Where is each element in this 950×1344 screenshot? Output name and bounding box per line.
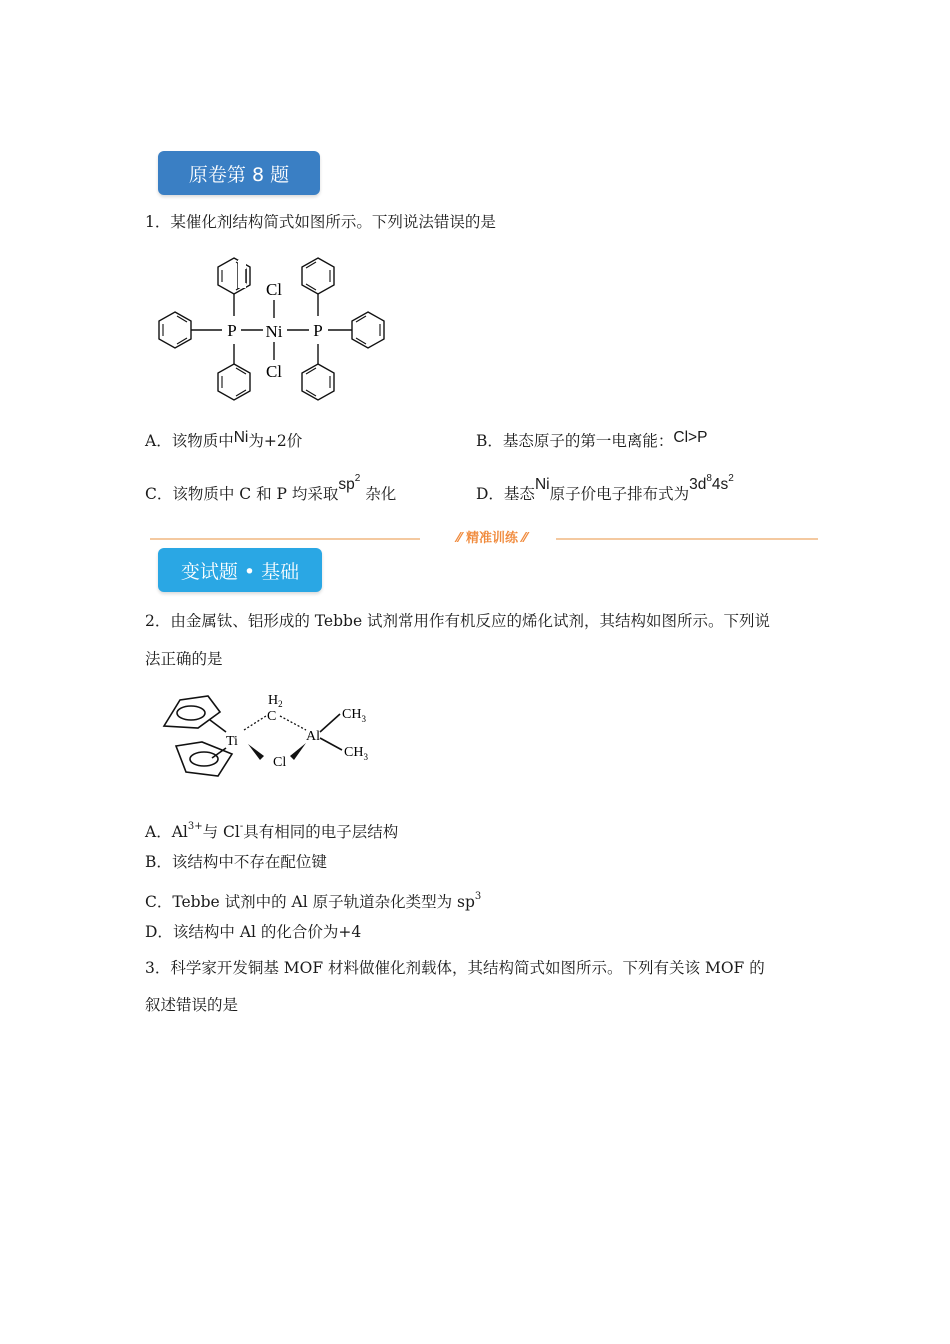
badge-label: 变试题 • 基础 bbox=[180, 560, 300, 583]
q1-option-d[interactable] bbox=[476, 473, 734, 507]
divider-slash-left-icon: ⁄⁄ bbox=[457, 531, 466, 546]
option-d-sup-2: 2 bbox=[728, 473, 734, 484]
ch3-top-label: $CH_3$ bbox=[342, 707, 366, 724]
option-a-prefix: A．该物质中 bbox=[145, 432, 234, 450]
divider-line-right bbox=[556, 538, 818, 540]
original-question-badge bbox=[158, 151, 320, 195]
option-d-orbital-2: 4s bbox=[711, 476, 729, 493]
option-a-charge-1: 3+ bbox=[187, 821, 203, 832]
option-c-prefix: C．Tebbe 试剂中的 Al 原子轨道杂化类型为 sp bbox=[145, 893, 475, 911]
option-a-prefix: A．Al bbox=[145, 823, 188, 841]
option-c-sup: 2 bbox=[354, 473, 361, 484]
al-label: Al bbox=[306, 729, 320, 744]
option-d-prefix: D．基态 bbox=[476, 485, 535, 503]
q1-option-a[interactable] bbox=[145, 429, 302, 454]
option-c-sp: sp bbox=[338, 476, 355, 493]
c-label: C bbox=[267, 709, 277, 724]
divider-label-text: 精准训练 bbox=[465, 531, 518, 546]
question-3-stem-line-1: 3．科学家开发铜基 MOF 材料做催化剂载体，其结构简式如图所示。下列有关该 MOF 的 bbox=[145, 959, 765, 977]
option-b-prefix: B．基态原子的第一电离能： bbox=[476, 432, 674, 450]
option-c-suffix: 杂化 bbox=[365, 485, 397, 503]
question-2-stem-line-1: 2．由金属钛、铝形成的 Tebbe 试剂常用作有机反应的烯化试剂，其结构如图所示。下列说 bbox=[145, 612, 771, 630]
option-a-suffix: 为+2价 bbox=[248, 432, 303, 450]
option-d-sup-1: 8 bbox=[706, 473, 712, 484]
cl-top-label: Cl bbox=[265, 280, 283, 299]
ch3-bottom-label: $CH_3$ bbox=[344, 745, 368, 762]
q2-option-b[interactable]: B．该结构中不存在配位键 bbox=[145, 853, 327, 871]
question-2-stem-line-2: 法正确的是 bbox=[145, 650, 223, 668]
variant-question-badge bbox=[158, 548, 322, 592]
divider-label bbox=[432, 527, 552, 546]
badge-label: 原卷第 8 题 bbox=[188, 163, 290, 186]
q1-option-b[interactable] bbox=[476, 429, 707, 454]
question-3-stem-line-2: 叙述错误的是 bbox=[145, 996, 239, 1014]
p-right-label: P bbox=[313, 321, 323, 340]
option-d-ni: Ni bbox=[534, 476, 550, 493]
question-1-stem: 1．某催化剂结构简式如图所示。下列说法错误的是 bbox=[145, 213, 496, 231]
option-b-value: Cl>P bbox=[673, 429, 708, 446]
cl-bottom-label: Cl bbox=[265, 362, 283, 381]
q2-option-a[interactable] bbox=[145, 815, 398, 844]
q2-option-c[interactable] bbox=[145, 885, 481, 914]
divider-line-left bbox=[150, 538, 420, 540]
p-left-label: P bbox=[227, 321, 237, 340]
q2-option-d[interactable]: D．该结构中 Al 的化合价为+4 bbox=[145, 923, 362, 941]
option-d-middle: 原子价电子排布式为 bbox=[549, 485, 690, 503]
tebbe-reagent-structure bbox=[150, 688, 390, 796]
divider-slash-right-icon: ⁄⁄ bbox=[518, 531, 527, 546]
option-d-orbital-1: 3d bbox=[689, 476, 707, 493]
q1-option-c[interactable] bbox=[145, 473, 397, 507]
option-c-prefix: C．该物质中 C 和 P 均采取 bbox=[145, 485, 339, 503]
option-a-suffix: 具有相同的电子层结构 bbox=[243, 823, 399, 841]
cl-label: Cl bbox=[273, 755, 287, 770]
h-label: $H_2$ bbox=[268, 693, 283, 709]
ni-complex-structure bbox=[155, 250, 395, 408]
option-a-middle: 与 Cl bbox=[202, 823, 240, 841]
ti-label: Ti bbox=[226, 734, 238, 749]
ni-label: Ni bbox=[265, 322, 283, 341]
option-c-sup: 3 bbox=[474, 891, 482, 902]
option-a-ni: Ni bbox=[233, 429, 249, 446]
option-a-charge-2: - bbox=[239, 821, 244, 832]
